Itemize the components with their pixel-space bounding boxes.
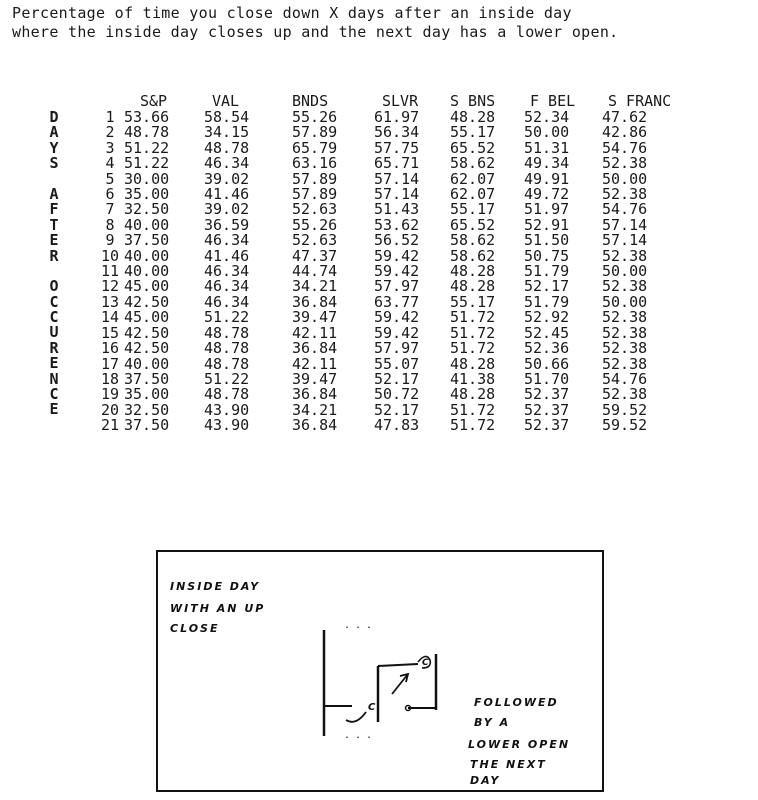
side-label-letter: C <box>49 308 59 327</box>
value-cell: 52.38 <box>602 246 648 265</box>
value-cell: 48.78 <box>204 354 250 373</box>
value-cell: 58.62 <box>450 246 496 265</box>
value-cell: 40.00 <box>124 354 170 373</box>
row-number-cell: 3 <box>105 138 115 157</box>
value-cell: 39.47 <box>292 369 338 388</box>
value-cell: 65.52 <box>450 215 496 234</box>
row-number-cell: 8 <box>105 215 115 234</box>
column-header: S BNS <box>450 92 496 110</box>
value-cell: 40.00 <box>124 262 170 281</box>
side-label-letter: C <box>49 292 59 311</box>
value-cell: 54.76 <box>602 200 648 219</box>
value-cell: 42.50 <box>124 323 170 342</box>
value-cell: 50.75 <box>524 246 570 265</box>
close-mark-label: C <box>422 658 431 668</box>
column-header: S&P <box>140 92 168 110</box>
row-number-cell: 20 <box>100 400 120 419</box>
value-cell: 39.02 <box>204 169 250 188</box>
value-cell: 48.28 <box>450 354 496 373</box>
value-cell: 49.72 <box>524 185 570 204</box>
value-cell: 63.16 <box>292 154 338 173</box>
dots-bottom: ... <box>344 730 378 741</box>
value-cell: 39.47 <box>292 308 338 327</box>
value-cell: 55.17 <box>450 200 496 219</box>
value-cell: 63.77 <box>374 292 420 311</box>
side-label-letter: R <box>49 246 59 265</box>
title-line-1: Percentage of time you close down X days after an inside day <box>12 4 572 22</box>
results-table <box>96 92 688 434</box>
value-cell: 52.38 <box>602 154 648 173</box>
row-number-cell: 9 <box>105 231 115 250</box>
value-cell: 57.14 <box>602 231 648 250</box>
value-cell: 50.72 <box>374 385 420 404</box>
row-number-cell: 1 <box>105 108 115 126</box>
value-cell: 52.17 <box>374 400 420 419</box>
row-number-cell: 21 <box>100 416 120 435</box>
value-cell: 46.34 <box>204 292 250 311</box>
row-number-cell: 10 <box>100 246 120 265</box>
value-cell: 49.34 <box>524 154 570 173</box>
value-cell: 65.79 <box>292 138 338 157</box>
close-curve <box>346 712 366 722</box>
value-cell: 45.00 <box>124 277 170 296</box>
value-cell: 52.38 <box>602 385 648 404</box>
value-cell: 58.54 <box>204 108 250 126</box>
value-cell: 52.38 <box>602 323 648 342</box>
value-cell: 36.84 <box>292 339 338 358</box>
value-cell: 46.34 <box>204 231 250 250</box>
value-cell: 54.76 <box>602 369 648 388</box>
row-number-cell: 5 <box>105 169 115 188</box>
value-cell: 40.00 <box>124 215 170 234</box>
value-cell: 50.00 <box>602 262 648 281</box>
value-cell: 40.00 <box>124 246 170 265</box>
value-cell: 59.42 <box>374 323 420 342</box>
value-cell: 57.89 <box>292 169 338 188</box>
value-cell: 48.78 <box>204 385 250 404</box>
close-mark-label: C <box>368 702 378 713</box>
side-label-letter: D <box>49 108 59 126</box>
value-cell: 65.71 <box>374 154 420 173</box>
value-cell: 52.17 <box>374 369 420 388</box>
value-cell: 57.14 <box>374 169 420 188</box>
value-cell: 42.11 <box>292 323 338 342</box>
value-cell: 51.97 <box>524 200 570 219</box>
value-cell: 41.46 <box>204 185 250 204</box>
table-body <box>96 110 688 434</box>
value-cell: 32.50 <box>124 400 170 419</box>
value-cell: 44.74 <box>292 262 338 281</box>
value-cell: 51.79 <box>524 292 570 311</box>
value-cell: 62.07 <box>450 169 496 188</box>
value-cell: 52.38 <box>602 277 648 296</box>
value-cell: 59.42 <box>374 262 420 281</box>
value-cell: 42.50 <box>124 339 170 358</box>
value-cell: 36.84 <box>292 385 338 404</box>
value-cell: 48.28 <box>450 385 496 404</box>
value-cell: 52.37 <box>524 385 570 404</box>
side-label-letter: N <box>49 369 59 388</box>
value-cell: 43.90 <box>204 400 250 419</box>
value-cell: 47.37 <box>292 246 338 265</box>
value-cell: 30.00 <box>124 169 170 188</box>
value-cell: 58.62 <box>450 231 496 250</box>
sketch-note-line: INSIDE DAY <box>170 580 261 593</box>
value-cell: 48.78 <box>204 323 250 342</box>
inside-day-sketch <box>156 550 604 792</box>
value-cell: 39.02 <box>204 200 250 219</box>
value-cell: 52.38 <box>602 339 648 358</box>
row-number-cell: 13 <box>100 292 120 311</box>
row-number-cell: 17 <box>100 354 120 373</box>
value-cell: 53.62 <box>374 215 420 234</box>
value-cell: 48.28 <box>450 262 496 281</box>
row-number-cell: 19 <box>100 385 120 404</box>
side-label-letter: E <box>49 400 59 419</box>
side-label-letter: R <box>49 338 59 357</box>
value-cell: 65.52 <box>450 138 496 157</box>
value-cell: 41.46 <box>204 246 250 265</box>
value-cell: 48.78 <box>204 138 250 157</box>
row-number-cell: 18 <box>100 369 120 388</box>
value-cell: 52.63 <box>292 200 338 219</box>
side-label-letter: T <box>49 215 59 234</box>
value-cell: 57.89 <box>292 123 338 142</box>
value-cell: 50.00 <box>524 123 570 142</box>
price-bars-sketch <box>156 550 604 792</box>
value-cell: 52.17 <box>524 277 570 296</box>
value-cell: 51.43 <box>374 200 420 219</box>
column-header: VAL <box>212 92 240 110</box>
row-number-cell: 4 <box>105 154 115 173</box>
value-cell: 46.34 <box>204 154 250 173</box>
arrow-icon <box>392 674 408 694</box>
value-cell: 36.84 <box>292 416 338 435</box>
row-number-cell: 2 <box>105 123 115 142</box>
value-cell: 47.83 <box>374 416 420 435</box>
value-cell: 59.52 <box>602 416 648 435</box>
row-number-cell: 12 <box>100 277 120 296</box>
value-cell: 35.00 <box>124 385 170 404</box>
side-label-letter: O <box>49 277 59 296</box>
column-header: BNDS <box>292 92 329 110</box>
value-cell: 48.78 <box>124 123 170 142</box>
value-cell: 51.50 <box>524 231 570 250</box>
sketch-note-line: BY A <box>474 716 511 729</box>
value-cell: 55.26 <box>292 215 338 234</box>
value-cell: 56.34 <box>374 123 420 142</box>
value-cell: 34.21 <box>292 277 338 296</box>
value-cell: 57.89 <box>292 185 338 204</box>
side-label-letter: U <box>49 323 59 342</box>
side-label-letter: Y <box>49 138 59 157</box>
value-cell: 50.66 <box>524 354 570 373</box>
value-cell: 51.72 <box>450 308 496 327</box>
value-cell: 51.22 <box>204 369 250 388</box>
value-cell: 55.17 <box>450 292 496 311</box>
value-cell: 42.86 <box>602 123 648 142</box>
value-cell: 51.72 <box>450 416 496 435</box>
value-cell: 42.11 <box>292 354 338 373</box>
value-cell: 37.50 <box>124 416 170 435</box>
value-cell: 34.15 <box>204 123 250 142</box>
sketch-note-line: LOWER OPEN <box>468 738 571 751</box>
value-cell: 52.37 <box>524 416 570 435</box>
value-cell: 51.72 <box>450 339 496 358</box>
value-cell: 57.75 <box>374 138 420 157</box>
side-label-letter: A <box>49 184 59 203</box>
sketch-note-line: THE NEXT <box>470 758 547 771</box>
value-cell: 51.22 <box>124 154 170 173</box>
value-cell: 56.52 <box>374 231 420 250</box>
value-cell: 55.07 <box>374 354 420 373</box>
value-cell: 49.91 <box>524 169 570 188</box>
sketch-note-line: CLOSE <box>170 622 220 635</box>
inside-day-top <box>378 664 418 666</box>
value-cell: 50.00 <box>602 169 648 188</box>
side-label-letter: S <box>49 154 59 173</box>
row-number-cell: 16 <box>100 339 120 358</box>
sketch-note-line: FOLLOWED <box>474 696 559 709</box>
value-cell: 58.62 <box>450 154 496 173</box>
value-cell: 37.50 <box>124 231 170 250</box>
value-cell: 55.17 <box>450 123 496 142</box>
value-cell: 52.38 <box>602 308 648 327</box>
value-cell: 48.28 <box>450 277 496 296</box>
row-number-cell: 11 <box>100 262 120 281</box>
row-number-cell: 7 <box>105 200 115 219</box>
value-cell: 61.97 <box>374 108 420 126</box>
value-cell: 57.14 <box>602 215 648 234</box>
value-cell: 52.92 <box>524 308 570 327</box>
value-cell: 59.42 <box>374 308 420 327</box>
value-cell: 34.21 <box>292 400 338 419</box>
value-cell: 52.91 <box>524 215 570 234</box>
value-cell: 48.28 <box>450 108 496 126</box>
value-cell: 52.37 <box>524 400 570 419</box>
value-cell: 52.38 <box>602 354 648 373</box>
value-cell: 45.00 <box>124 308 170 327</box>
sketch-note-line: WITH AN UP <box>170 602 266 615</box>
side-label-letter: A <box>49 123 59 142</box>
side-label-letter: C <box>49 385 59 404</box>
value-cell: 46.34 <box>204 262 250 281</box>
page-title <box>12 4 752 42</box>
value-cell: 32.50 <box>124 200 170 219</box>
value-cell: 51.72 <box>450 400 496 419</box>
value-cell: 54.76 <box>602 138 648 157</box>
value-cell: 51.22 <box>124 138 170 157</box>
side-label-letter: F <box>49 200 59 219</box>
sketch-note-line: DAY <box>470 774 501 787</box>
row-number-cell: 15 <box>100 323 120 342</box>
value-cell: 52.36 <box>524 339 570 358</box>
value-cell: 35.00 <box>124 185 170 204</box>
value-cell: 51.79 <box>524 262 570 281</box>
value-cell: 59.52 <box>602 400 648 419</box>
value-cell: 51.31 <box>524 138 570 157</box>
value-cell: 57.14 <box>374 185 420 204</box>
value-cell: 53.66 <box>124 108 170 126</box>
side-label-days-after-occurence <box>44 110 64 418</box>
side-label-letter: E <box>49 231 59 250</box>
row-number-cell: 6 <box>105 185 115 204</box>
value-cell: 57.97 <box>374 339 420 358</box>
value-cell: 52.63 <box>292 231 338 250</box>
column-header: S FRANC <box>608 92 672 110</box>
value-cell: 46.34 <box>204 277 250 296</box>
table-row <box>96 418 688 433</box>
row-number-cell: 14 <box>100 308 120 327</box>
value-cell: 57.97 <box>374 277 420 296</box>
value-cell: 62.07 <box>450 185 496 204</box>
value-cell: 52.45 <box>524 323 570 342</box>
value-cell: 52.34 <box>524 108 570 126</box>
value-cell: 51.22 <box>204 308 250 327</box>
column-header: F BEL <box>530 92 576 110</box>
value-cell: 37.50 <box>124 369 170 388</box>
side-label-letter: E <box>49 354 59 373</box>
value-cell: 51.70 <box>524 369 570 388</box>
value-cell: 52.38 <box>602 185 648 204</box>
column-header: SLVR <box>382 92 419 110</box>
value-cell: 42.50 <box>124 292 170 311</box>
dots-top: ... <box>344 620 378 631</box>
value-cell: 36.59 <box>204 215 250 234</box>
value-cell: 47.62 <box>602 108 648 126</box>
value-cell: 36.84 <box>292 292 338 311</box>
title-line-2: where the inside day closes up and the next day has a lower open. <box>12 23 619 41</box>
value-cell: 48.78 <box>204 339 250 358</box>
value-cell: 51.72 <box>450 323 496 342</box>
value-cell: 43.90 <box>204 416 250 435</box>
value-cell: 59.42 <box>374 246 420 265</box>
value-cell: 50.00 <box>602 292 648 311</box>
value-cell: 41.38 <box>450 369 496 388</box>
value-cell: 55.26 <box>292 108 338 126</box>
